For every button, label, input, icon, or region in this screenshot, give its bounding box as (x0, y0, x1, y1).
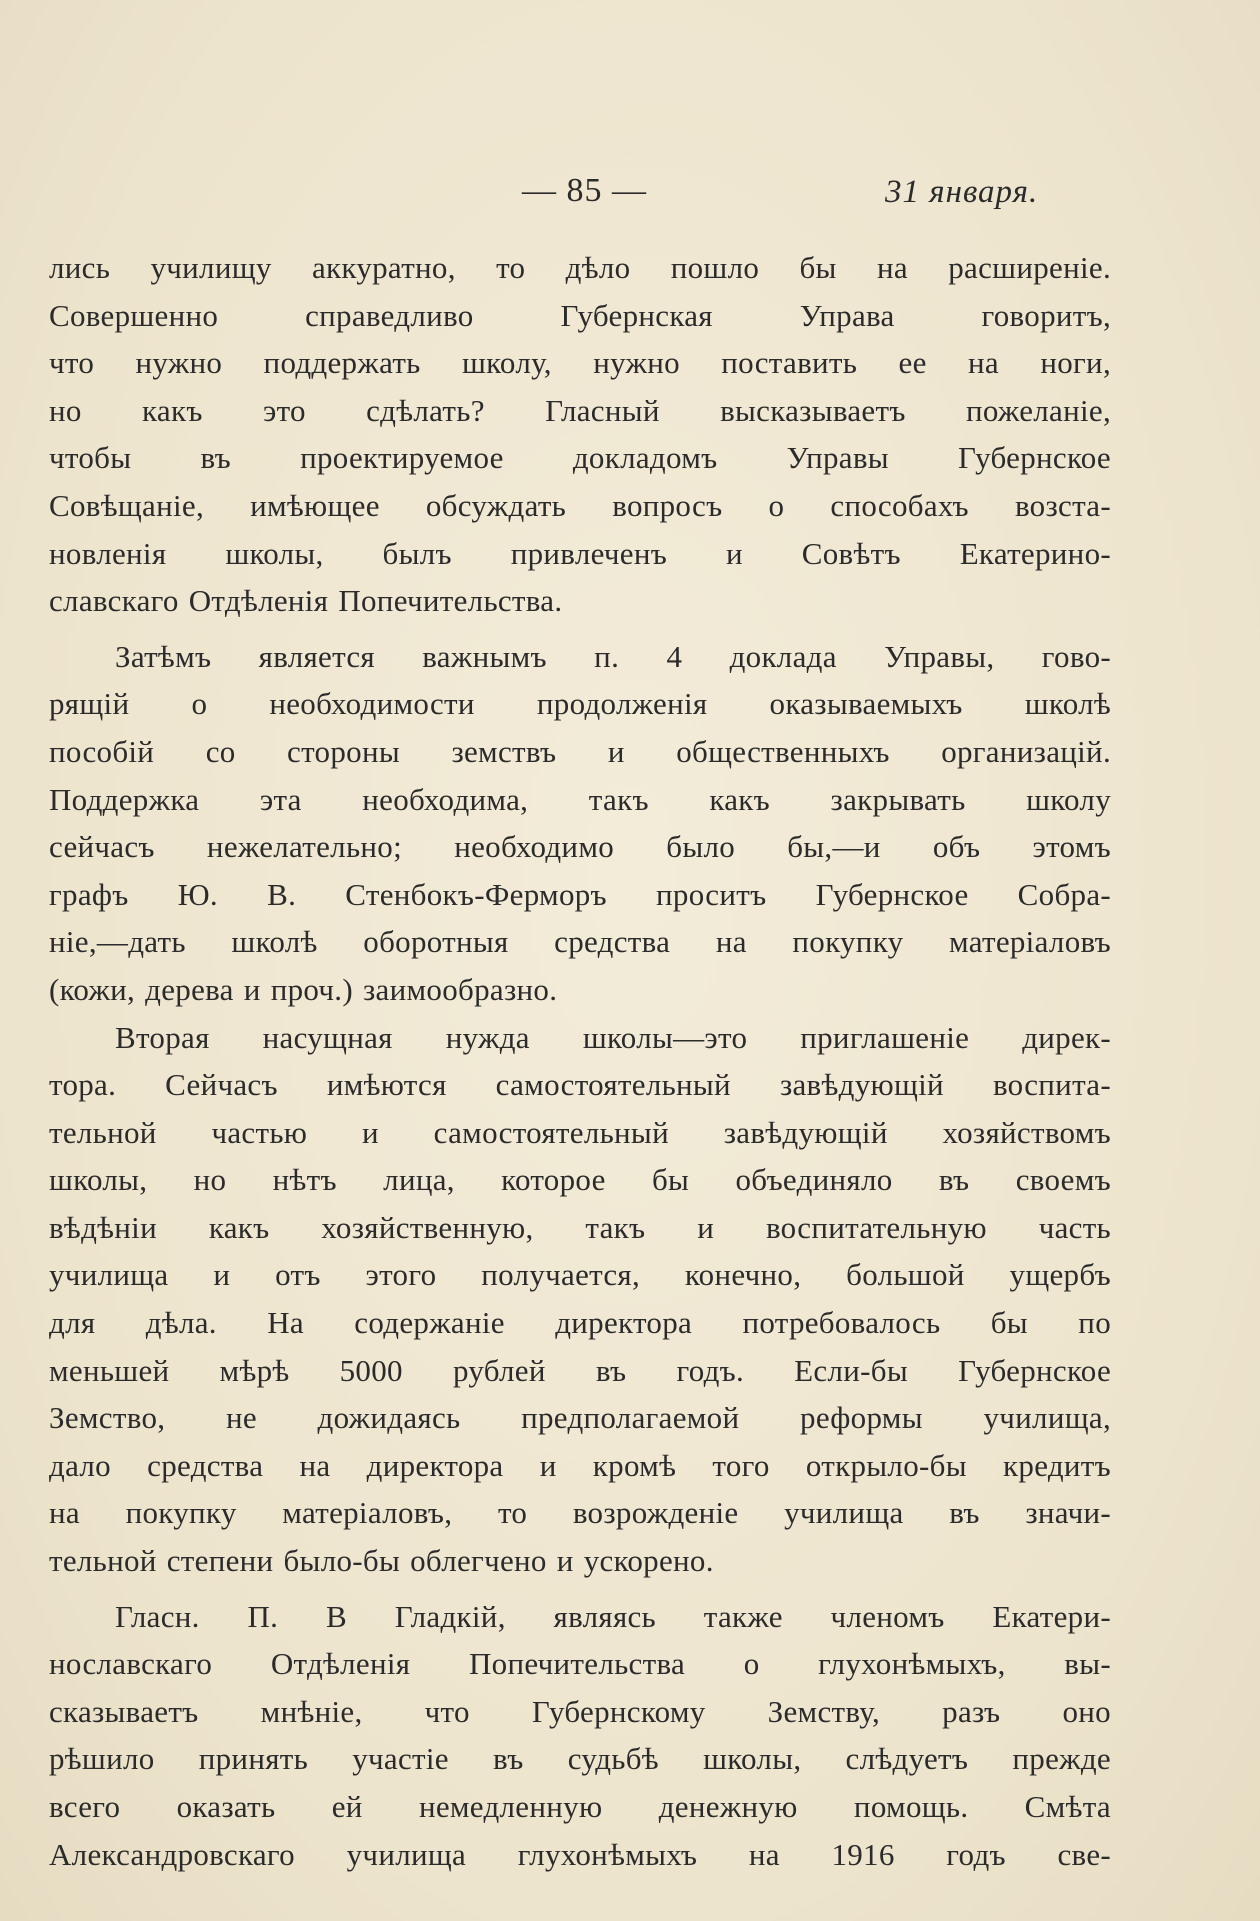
text-line: Земство, не дожидаясь предполагаемой реформы училища, (49, 1400, 1111, 1436)
text-line: для дѣла. На содержаніе директора потребовалось бы по (49, 1305, 1111, 1341)
text-line: Вторая насущная нужда школы—это приглашеніе дирек- (115, 1019, 1111, 1055)
text-line: славскаго Отдѣленія Попечительства. (49, 583, 563, 619)
text-line: Затѣмъ является важнымъ п. 4 доклада Управы, гово- (115, 638, 1111, 674)
text-line: школы, но нѣтъ лица, которое бы объединяло въ своемъ (49, 1162, 1111, 1198)
text-line: (кожи, дерева и проч.) заимообразно. (49, 971, 558, 1007)
paragraph-4 (49, 1593, 1111, 1879)
text-line: Совершенно справедливо Губернская Управа говоритъ, (49, 297, 1111, 333)
page-header (0, 172, 1260, 222)
text-line: училища и отъ этого получается, конечно, большой ущербъ (49, 1257, 1111, 1293)
text-line: новленія школы, былъ привлеченъ и Совѣтъ Екатерино- (49, 535, 1111, 571)
page-number: — 85 — (522, 172, 647, 209)
paragraph-2 (49, 633, 1111, 1014)
paragraph-3 (49, 1014, 1111, 1585)
text-line: на покупку матеріаловъ, то возрожденіе училища въ значи- (49, 1495, 1111, 1531)
text-line: тора. Сейчасъ имѣются самостоятельный завѣдующій воспита- (49, 1067, 1111, 1103)
text-line: рящій о необходимости продолженія оказываемыхъ школѣ (49, 686, 1111, 722)
text-line: сказываетъ мнѣніе, что Губернскому Земству, разъ оно (49, 1693, 1111, 1729)
text-line: тельной частью и самостоятельный завѣдующій хозяйствомъ (49, 1114, 1111, 1150)
text-line: но какъ это сдѣлать? Гласный высказываетъ пожеланіе, (49, 392, 1111, 428)
text-line: ніе,—дать школѣ оборотныя средства на покупку матеріаловъ (49, 924, 1111, 960)
text-line: Совѣщаніе, имѣющее обсуждать вопросъ о способахъ возста- (49, 487, 1111, 523)
text-line: пособій со стороны земствъ и общественныхъ организацій. (49, 733, 1111, 769)
text-line: Гласн. П. В Гладкій, являясь также членомъ Екатери- (115, 1598, 1111, 1634)
running-head-date: 31 января. (885, 174, 1039, 210)
text-line: вѣдѣніи какъ хозяйственную, такъ и воспитательную часть (49, 1209, 1111, 1245)
body-text (49, 244, 1111, 1878)
text-line: графъ Ю. В. Стенбокъ-Ферморъ проситъ Губернское Собра- (49, 876, 1111, 912)
text-line: рѣшило принять участіе въ судьбѣ школы, слѣдуетъ прежде (49, 1741, 1111, 1777)
text-line: Поддержка эта необходима, такъ какъ закрывать школу (49, 781, 1111, 817)
text-line: всего оказать ей немедленную денежную помощь. Смѣта (49, 1789, 1111, 1824)
text-line: дало средства на директора и кромѣ того открыло-бы кредитъ (49, 1447, 1111, 1483)
text-line: что нужно поддержать школу, нужно поставить ее на ноги, (49, 345, 1111, 381)
text-line: Александровскаго училища глухонѣмыхъ на 1916 годъ све- (49, 1836, 1111, 1872)
text-line: меньшей мѣрѣ 5000 рублей въ годъ. Если-бы Губернское (49, 1352, 1111, 1388)
text-line: тельной степени было-бы облегчено и ускорено. (49, 1543, 714, 1579)
text-line: нославскаго Отдѣленія Попечительства о глухонѣмыхъ, вы- (49, 1646, 1111, 1682)
text-line: чтобы въ проектируемое докладомъ Управы Губернское (49, 440, 1111, 476)
text-line: сейчасъ нежелательно; необходимо было бы,—и объ этомъ (49, 829, 1111, 865)
paragraph-1 (49, 244, 1111, 625)
text-line: лись училищу аккуратно, то дѣло пошло бы на расширеніе. (49, 250, 1111, 285)
